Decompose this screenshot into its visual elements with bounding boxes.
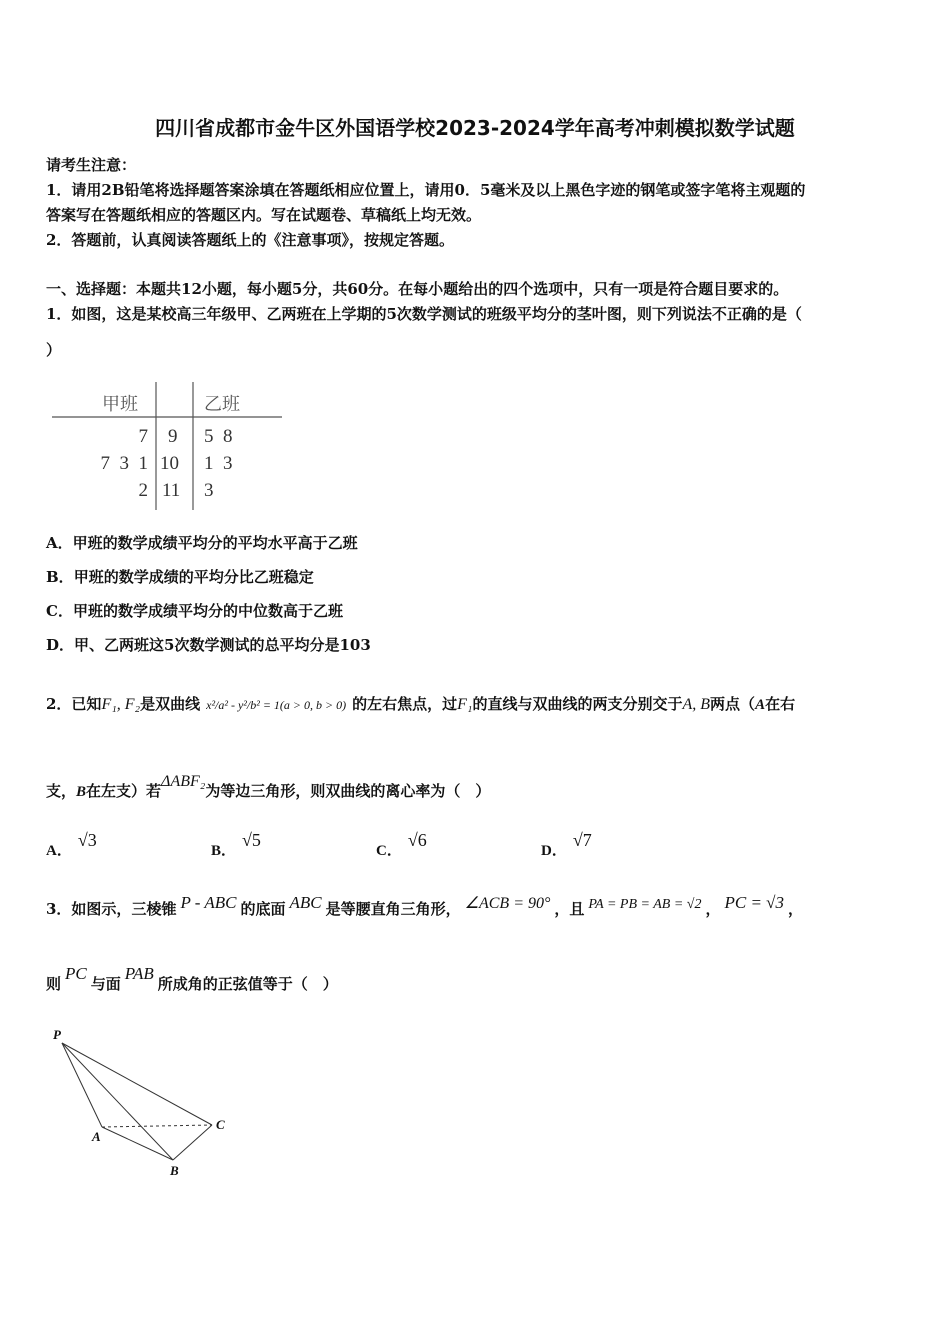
q2-option-c: [376, 830, 427, 859]
q2-option-d: [541, 830, 592, 859]
stem-row1: 9: [168, 426, 178, 447]
q2-text-2: 是双曲线: [140, 695, 201, 713]
q3-angle: ∠ACB = 90°: [464, 895, 551, 912]
option-label: D．: [46, 636, 75, 654]
option-text: 甲班的数学成绩的平均分比乙班稳定: [73, 568, 314, 586]
q2-line1: [46, 693, 795, 714]
pyramid-figure: [50, 1025, 240, 1185]
q2-text-9: 为等边三角形，则双曲线的离心率为（ ）: [205, 782, 491, 800]
option-text: 甲、乙两班这5次数学测试的总平均分是103: [74, 636, 371, 654]
leaf-right-row3: 3: [204, 480, 214, 501]
notice-line2: 2．答题前，认真阅读答题纸上的《注意事项》，按规定答题。: [46, 231, 454, 249]
q2-text-1: 2．已知: [46, 695, 102, 713]
section-heading: 一、选择题：本题共12小题，每小题5分，共60分。在每小题给出的四个选项中，只有一项是符合题目要求的。: [46, 280, 789, 298]
q2-ab: A, B: [682, 696, 711, 713]
option-label: D．: [541, 843, 567, 859]
q1-option-d: [46, 634, 371, 655]
stem-row3: 11: [162, 480, 181, 501]
q2-triangle: ΔABF₂: [161, 773, 206, 790]
q3-text-5: ，: [705, 900, 721, 918]
q2-foci: F₁, F₂: [101, 696, 141, 713]
q3-pc: PC: [65, 964, 87, 983]
q3-eq1: PA = PB = AB = √2: [588, 897, 702, 912]
q2-text-7: 支，: [46, 782, 77, 800]
q2-text-3: 的左右焦点，过: [352, 695, 458, 713]
q2-text-6: 在右: [765, 695, 796, 713]
q3-pyramid: P - ABC: [180, 893, 237, 912]
q1-option-b: [46, 566, 314, 587]
leaf-right-row1: 5 8: [204, 426, 233, 447]
option-label: C．: [376, 843, 402, 859]
stem-row2: 10: [160, 453, 179, 474]
leaf-right-row2: 1 3: [204, 453, 233, 474]
q3-eq2: PC = √3: [724, 893, 784, 912]
q1-stem-end: ）: [46, 341, 62, 359]
q3-text-9: 所成角的正弦值等于（ ）: [157, 975, 338, 993]
q3-text-6: ，: [788, 900, 804, 918]
q2-a: A: [755, 697, 766, 713]
leaf-left-row3: 2: [138, 480, 148, 501]
vertex-b-label: B: [170, 1163, 179, 1178]
option-label: C．: [46, 602, 73, 620]
q2-text-4: 的直线与双曲线的两支分别交于: [472, 695, 683, 713]
pyramid-lines: [50, 1025, 240, 1185]
q3-text-2: 的底面: [240, 900, 286, 918]
option-label: A．: [46, 534, 73, 552]
option-label: B．: [46, 568, 74, 586]
q1-option-c: [46, 600, 343, 621]
q2-f1: F₁: [457, 696, 473, 713]
page-title: 四川省成都市金牛区外国语学校2023-2024学年高考冲刺模拟数学试题: [155, 116, 795, 140]
vertex-c-label: C: [216, 1117, 225, 1132]
option-value: √6: [407, 830, 427, 850]
q2-hyperbola-eq: x²/a² - y²/b² = 1(a > 0, b > 0): [206, 698, 347, 712]
vertex-a-label: A: [92, 1129, 101, 1144]
q3-line2: [46, 964, 338, 994]
stem-leaf-plot: [52, 380, 284, 512]
q3-plane: PAB: [124, 964, 154, 983]
q1-option-a: [46, 532, 358, 553]
q3-text-7: 则: [46, 975, 62, 993]
q2-text-8: 在左支）若: [86, 782, 162, 800]
option-label: A．: [46, 843, 72, 859]
q3-text-8: 与面: [90, 975, 121, 993]
q3-base: ABC: [289, 893, 322, 912]
leaf-left-row2: 7 3 1: [100, 453, 148, 474]
q1-stem: 1．如图，这是某校高三年级甲、乙两班在上学期的5次数学测试的班级平均分的茎叶图，则下列说法不正确的是（: [46, 305, 802, 323]
option-text: 甲班的数学成绩平均分的中位数高于乙班: [72, 602, 343, 620]
option-value: √5: [242, 830, 261, 850]
q2-b: B: [76, 784, 87, 800]
option-value: √3: [77, 830, 97, 850]
vertex-p-label: P: [53, 1027, 61, 1042]
leaf-left-row1: 7: [138, 426, 148, 447]
q3-line1: [46, 893, 804, 919]
left-header: 甲班: [102, 394, 138, 415]
q2-line2: [46, 773, 491, 801]
option-value: √7: [572, 830, 592, 850]
notice-line1b: 答案写在答题纸相应的答题区内。写在试题卷、草稿纸上均无效。: [46, 206, 482, 224]
q2-option-b: [211, 830, 261, 859]
q3-text-3: 是等腰直角三角形，: [325, 900, 461, 918]
q2-option-a: [46, 830, 97, 859]
q2-text-5: 两点（: [710, 695, 756, 713]
q3-text-1: 3．如图示，三棱锥: [46, 900, 177, 918]
option-label: B．: [211, 843, 237, 859]
option-text: 甲班的数学成绩平均分的平均水平高于乙班: [72, 534, 358, 552]
notice-line1: 1．请用2B铅笔将选择题答案涂填在答题纸相应位置上，请用0．5毫米及以上黑色字迹的钢笔或签字笔将主观题的: [46, 181, 806, 199]
right-header: 乙班: [204, 394, 240, 415]
notice-heading: 请考生注意：: [46, 156, 137, 174]
q3-text-4: ，且: [554, 900, 585, 918]
